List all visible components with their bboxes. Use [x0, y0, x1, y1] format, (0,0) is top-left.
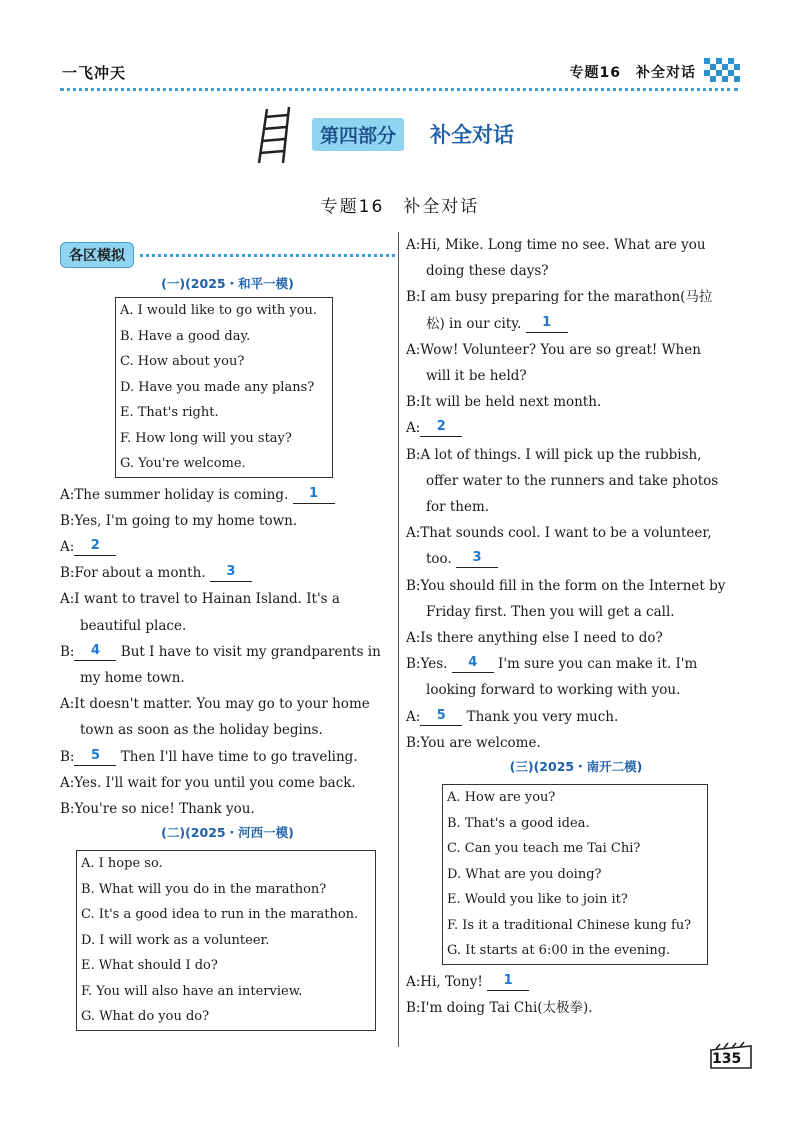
dialogue-line [406, 363, 746, 389]
option-item: G. It starts at 6:00 in the evening. [447, 943, 671, 959]
dialogue-line [406, 625, 746, 651]
answer-blank[interactable]: 1 [526, 314, 568, 333]
answer-blank[interactable]: 4 [452, 654, 494, 673]
dialogue-line [406, 311, 746, 337]
part-label: 第四部分 [312, 118, 404, 151]
dialogue-line [406, 284, 746, 310]
answer-blank[interactable]: 2 [420, 418, 462, 437]
dialogue-text: 松) in our city. [426, 315, 526, 332]
option-item: A. How are you? [447, 790, 556, 806]
section-2-dialogue [406, 232, 746, 756]
dialogue-text: B:I'm doing Tai Chi(太极拳). [406, 999, 593, 1016]
part-title: 补全对话 [430, 123, 515, 147]
dialogue-line [60, 613, 395, 639]
ladder-icon [255, 105, 305, 165]
dialogue-text: too. [426, 551, 457, 568]
section-3-title: (三)(2025・南开二模) [509, 759, 643, 775]
dialogue-text: A:The summer holiday is coming. [60, 486, 293, 503]
dialogue-text: A: [406, 708, 421, 725]
dialogue-line [406, 677, 746, 703]
dialogue-line [406, 546, 746, 572]
dialogue-text-after: But I have to visit my grandparents in [116, 643, 381, 660]
part-banner [302, 118, 528, 150]
page-title: 专题16 补全对话 [320, 197, 480, 217]
dialogue-line [406, 704, 746, 730]
dialogue-line [60, 744, 395, 770]
page-number: 135 [712, 1051, 742, 1067]
dialogue-line [60, 717, 395, 743]
dialogue-line [60, 560, 395, 586]
answer-blank[interactable]: 2 [74, 537, 116, 556]
dialogue-line [406, 520, 746, 546]
option-item: F. Is it a traditional Chinese kung fu? [447, 917, 692, 933]
section-2-options [76, 850, 376, 1031]
dialogue-line [406, 995, 746, 1021]
dialogue-text: offer water to the runners and take photos [426, 472, 719, 489]
option-item: C. How about you? [120, 354, 245, 369]
dialogue-line [406, 969, 746, 995]
dialogue-text: doing these days? [426, 263, 549, 280]
dialogue-text: A:I want to travel to Hainan Island. It's a [60, 591, 340, 608]
dialogue-line [60, 482, 395, 508]
dialogue-line [406, 389, 746, 415]
checker-decoration-icon [702, 56, 740, 90]
dialogue-line [60, 796, 395, 822]
dialogue-text: will it be held? [426, 368, 527, 385]
option-item: B. Have a good day. [120, 328, 251, 344]
option-item: D. I will work as a volunteer. [81, 932, 270, 948]
dialogue-text: looking forward to working with you. [426, 682, 681, 699]
section-1-dialogue [60, 482, 395, 823]
dialogue-text: B:It will be held next month. [406, 394, 602, 411]
option-item: F. You will also have an interview. [81, 983, 303, 999]
option-item: E. That's right. [120, 405, 219, 420]
dialogue-line [406, 337, 746, 363]
dialogue-line [60, 691, 395, 717]
dialogue-text: A:Wow! Volunteer? You are so great! When [406, 341, 701, 358]
dialogue-text: Friday first. Then you will get a call. [426, 603, 675, 620]
left-column [60, 232, 395, 1031]
dialogue-text-after: I'm sure you can make it. I'm [493, 656, 698, 673]
dialogue-line [60, 639, 395, 665]
dialogue-text: my home town. [80, 669, 185, 686]
answer-blank[interactable]: 1 [293, 485, 335, 504]
dialogue-text: B: [60, 643, 75, 660]
section-3-dialogue [406, 969, 746, 1021]
option-item: G. What do you do? [81, 1009, 210, 1025]
option-item: C. Can you teach me Tai Chi? [447, 841, 641, 857]
section-2-title: (二)(2025・河西一模) [161, 825, 294, 841]
dialogue-text: for them. [426, 499, 490, 516]
dialogue-text: A:Is there anything else I need to do? [406, 630, 663, 647]
dialogue-text: B:Yes. [406, 656, 452, 673]
dialogue-text: A:Hi, Tony! [406, 973, 488, 990]
dialogue-text: B: [60, 748, 75, 765]
dialogue-text: A:That sounds cool. I want to be a volunteer, [406, 525, 712, 542]
header-divider [60, 88, 738, 91]
right-column [406, 232, 746, 1021]
option-item: D. Have you made any plans? [120, 379, 315, 395]
answer-blank[interactable]: 4 [74, 642, 116, 661]
dialogue-text: A:It doesn't matter. You may go to your home [60, 696, 370, 713]
option-item: B. What will you do in the marathon? [81, 881, 327, 897]
answer-blank[interactable]: 3 [210, 563, 252, 582]
dialogue-text: A:Hi, Mike. Long time no see. What are you [406, 237, 706, 253]
option-item: B. That's a good idea. [447, 815, 590, 831]
answer-blank[interactable]: 5 [420, 707, 462, 726]
region-header [60, 240, 395, 270]
option-item: F. How long will you stay? [120, 430, 292, 446]
running-header-topic: 专题16 补全对话 [569, 65, 696, 81]
dialogue-line [60, 534, 395, 560]
dialogue-text: A: [60, 538, 75, 555]
dialogue-text: B:I am busy preparing for the marathon(马拉 [406, 289, 713, 306]
dialogue-line [406, 258, 746, 284]
option-item: D. What are you doing? [447, 866, 602, 882]
option-item: E. What should I do? [81, 958, 218, 974]
dialogue-line [406, 651, 746, 677]
dialogue-text: B:You're so nice! Thank you. [60, 800, 255, 817]
book-brand: 一飞冲天 [62, 64, 127, 82]
column-divider [398, 232, 399, 1047]
dialogue-line [60, 586, 395, 612]
answer-blank[interactable]: 1 [487, 972, 529, 991]
dialogue-text: B:For about a month. [60, 565, 210, 582]
dialogue-line [406, 232, 746, 258]
dialogue-text: beautiful place. [80, 617, 187, 634]
answer-blank[interactable]: 5 [74, 747, 116, 766]
option-item: C. It's a good idea to run in the marathon. [81, 907, 359, 923]
dialogue-text: B:Yes, I'm going to my home town. [60, 512, 298, 529]
section-1-title: (一)(2025・和平一模) [161, 276, 294, 291]
option-item: E. Would you like to join it? [447, 892, 628, 908]
dialogue-text: A: [406, 420, 421, 437]
dialogue-line [406, 599, 746, 625]
region-dots [140, 254, 395, 257]
dialogue-text-after: Then I'll have time to go traveling. [116, 748, 358, 765]
dialogue-line [406, 730, 746, 756]
dialogue-text: town as soon as the holiday begins. [80, 722, 323, 739]
dialogue-line [406, 415, 746, 441]
dialogue-line [60, 665, 395, 691]
dialogue-line [406, 468, 746, 494]
dialogue-line [406, 573, 746, 599]
option-item: A. I would like to go with you. [120, 303, 318, 318]
section-1-options [115, 297, 333, 478]
dialogue-text: B:You are welcome. [406, 734, 541, 751]
dialogue-line [406, 494, 746, 520]
section-3-options [442, 784, 708, 965]
region-label: 各区模拟 [60, 242, 134, 268]
dialogue-line [60, 770, 395, 796]
answer-blank[interactable]: 3 [456, 549, 498, 568]
dialogue-text-after: Thank you very much. [462, 708, 619, 725]
dialogue-line [406, 442, 746, 468]
dialogue-line [60, 508, 395, 534]
option-item: A. I hope so. [81, 856, 163, 872]
dialogue-text: A:Yes. I'll wait for you until you come back. [60, 774, 356, 791]
option-item: G. You're welcome. [120, 456, 246, 471]
dialogue-text: B:You should fill in the form on the Internet by [406, 577, 726, 594]
dialogue-text: B:A lot of things. I will pick up the rubbish, [406, 446, 702, 463]
